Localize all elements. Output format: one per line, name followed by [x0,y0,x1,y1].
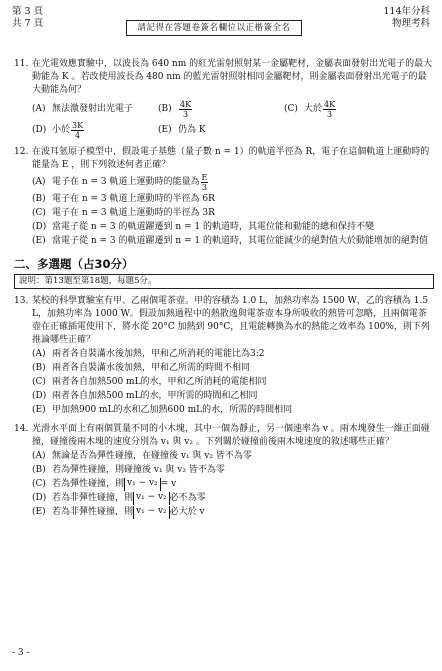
exam-subject: 物理考科 [391,18,430,29]
option-e: (E) 甲加熱900 mL的水和乙加熱600 mL的水，所需的時間相同 [32,405,293,415]
exam-info [383,6,430,30]
fraction: $\frac{4K}{3}$ [324,100,336,119]
page-number-block [12,6,43,30]
question-number: 12. [14,147,29,157]
option-a: (A) 無論是否為彈性碰撞，在碰撞後 v₁ 與 v₂ 皆不為零 [32,451,252,461]
page-footer: - 3 - [12,648,30,658]
question-number: 13. [14,296,29,306]
question-11 [14,58,434,140]
option-d: (D) 若為非彈性碰撞，則 v₁ − v₂ 必不為零 [32,492,206,503]
page-number: 第 3 頁 [12,6,44,17]
option-b: (B) $\frac{4K}{3}$ [158,100,192,119]
option-e: (E) 仍為 K [158,125,206,135]
question-14 [14,423,434,519]
option-d: (D) 小於 $\frac{3K}{4}$ [32,121,84,140]
option-d: (D) 兩者各自加熱500 mL的水，甲所需的時間和乙相同 [32,391,258,401]
option-a: (A) 兩者各自裝滿水後加熱，甲和乙所消耗的電能比為3:2 [32,349,265,359]
option-a: (A) 電子在 n = 3 軌道上運動時的能量為 $\frac{E}{3}$ [32,173,208,192]
signature-notice: 請記得在答題卷簽名欄位以正楷簽全名 [126,20,302,36]
question-content [14,58,434,520]
question-12 [14,146,434,248]
options [32,173,434,248]
fraction: $\frac{3K}{4}$ [72,121,84,140]
option-c: (C) 大於 $\frac{4K}{3}$ [284,100,336,119]
question-stem: 光滑水平面上有兩個質量不同的小木塊，其中一個為靜止，另一個速率為 v 。兩木塊發生一維正面碰撞，碰撞後兩木塊的速度分別為 v₁ 與 v₂ 。下列關於碰撞前後兩木塊速度的敘述哪些正確？ [32,424,430,447]
option-e: (E) 當電子從 n = 3 的軌道躍遷到 n = 1 的軌道時，其電位能減少的絕對值大於動能增加的絕對值 [32,236,429,246]
options [32,348,434,417]
options [32,100,434,140]
absolute-value: v₁ − v₂ [133,506,170,519]
option-c: (C) 兩者各自加熱500 mL的水，甲和乙所消耗的電能相同 [32,377,267,387]
absolute-value: v₁ − v₂ [133,492,170,505]
options [32,450,434,519]
question-stem: 在光電效應實驗中，以波長為 640 nm 的紅光雷射照射某一金屬靶材，金屬表面發射出光電子的最大動能為 K 。若改使用波長為 480 nm 的藍光雷射照射相同金屬靶材，則金屬表面發射出光電子的最大動能為何？ [32,59,433,95]
section-title: 二、多選題（占30分） [14,257,134,271]
question-number: 11. [14,59,29,69]
option-e: (E) 若為非彈性碰撞，則 v₁ − v₂ 必大於 v [32,506,205,517]
exam-year: 114年分科 [383,6,430,17]
option-b: (B) 若為彈性碰撞，則碰撞後 v₁ 與 v₂ 皆不為零 [32,465,225,475]
absolute-value: v₁ − v₂ [124,478,161,491]
total-pages: 共 7 頁 [12,18,44,29]
option-c: (C) 電子在 n = 3 軌道上運動時的半徑為 3R [32,208,215,218]
fraction: $\frac{E}{3}$ [201,173,208,192]
question-stem: 某校的科學實驗室有甲、乙兩個電茶壺。甲的容積為 1.0 L，加熱功率為 1500 W，乙的容積為 1.5 L，加熱功率為 1000 W。假設加熱過程中的熱散逸與電茶壺本身所吸收的熱皆可忽略，且兩個電茶壺在正確插電使用下，將水從 20°C 加熱到 90°C，且電能轉換為水的熱能之效率為 100%，則下列推論哪些正確？ [32,296,430,345]
option-d: (D) 當電子從 n = 3 的軌道躍遷到 n = 1 的軌道時，其電位能和動能的總和保持不變 [32,222,375,232]
option-b: (B) 電子在 n = 3 軌道上運動時的半徑為 6R [32,194,215,204]
option-c: (C) 若為彈性碰撞，則 v₁ − v₂ = v [32,478,177,489]
fraction: $\frac{4K}{3}$ [180,100,192,119]
question-number: 14. [14,424,29,434]
section-note: 說明：第13題至第18題，每題5分。 [14,274,434,289]
option-a: (A) 無法激發射出光電子 [32,104,134,114]
option-b: (B) 兩者各自裝滿水後加熱，甲和乙所需的時間不相同 [32,363,251,373]
question-13 [14,295,434,417]
question-stem: 在波耳氫原子模型中，假設電子基態（量子數 n = 1）的軌道半徑為 R，電子在這個軌道上運動時的能量為 E ，則下列敘述何者正確？ [32,147,430,170]
